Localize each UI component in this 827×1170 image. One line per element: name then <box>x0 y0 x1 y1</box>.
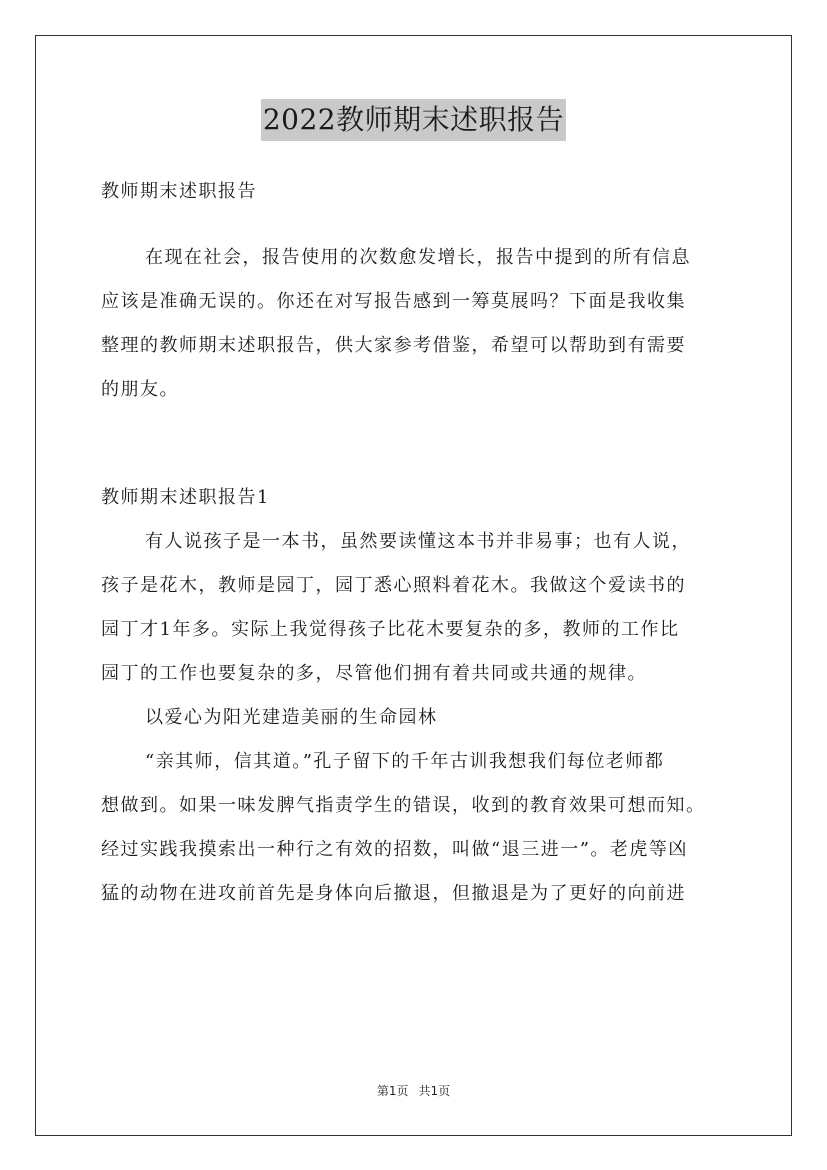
paragraph-line: 园丁才1年多。实际上我觉得孩子比花木要复杂的多，教师的工作比 <box>101 619 680 640</box>
paragraph-1 <box>101 520 741 696</box>
page-number: 第1页 <box>376 1084 409 1098</box>
document-body <box>101 170 741 916</box>
paragraph-line: “亲其师，信其道。”孔子留下的千年古训我想我们每位老师都 <box>145 751 665 772</box>
paragraph-line: 经过实践我摸索出一种行之有效的招数，叫做“退三进一”。老虎等凶 <box>101 839 688 860</box>
intro-line: 整理的教师期末述职报告，供大家参考借鉴，希望可以帮助到有需要 <box>101 335 686 356</box>
document-title: 2022教师期末述职报告 <box>261 99 566 141</box>
paragraph-line: 猛的动物在进攻前首先是身体向后撤退，但撤退是为了更好的向前进 <box>101 883 686 904</box>
subtitle: 教师期末述职报告 <box>101 181 257 202</box>
intro-line: 在现在社会，报告使用的次数愈发增长，报告中提到的所有信息 <box>145 247 691 268</box>
page-footer <box>0 1082 827 1099</box>
paragraph-line: 孩子是花木，教师是园丁，园丁悉心照料着花木。我做这个爱读书的 <box>101 575 686 596</box>
section-heading: 教师期末述职报告1 <box>101 487 270 508</box>
intro-line: 应该是准确无误的。你还在对写报告感到一筹莫展吗？下面是我收集 <box>101 291 686 312</box>
paragraph-3 <box>101 740 741 916</box>
intro-paragraph <box>101 236 741 412</box>
paragraph-line: 园丁的工作也要复杂的多，尽管他们拥有着共同或共通的规律。 <box>101 663 647 684</box>
page-total: 共1页 <box>418 1084 451 1098</box>
paragraph-line: 想做到。如果一味发脾气指责学生的错误，收到的教育效果可想而知。 <box>101 795 706 816</box>
intro-line: 的朋友。 <box>101 379 179 400</box>
title-container <box>0 99 827 141</box>
paragraph-2: 以爱心为阳光建造美丽的生命园林 <box>145 707 438 728</box>
paragraph-line: 有人说孩子是一本书，虽然要读懂这本书并非易事；也有人说， <box>145 531 691 552</box>
